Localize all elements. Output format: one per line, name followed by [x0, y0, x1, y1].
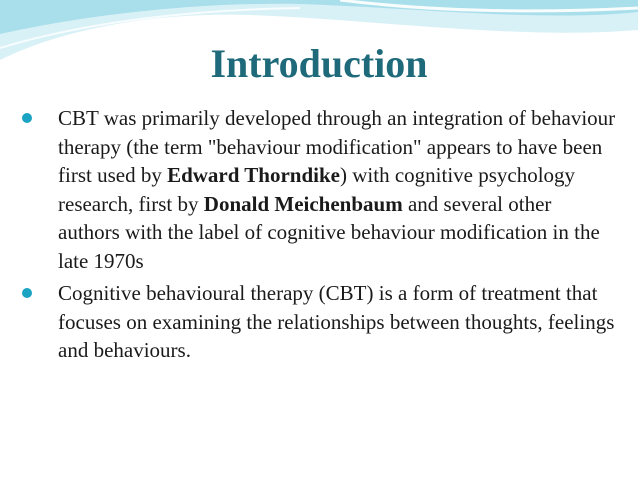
bullet-1-bold-name-1: Edward Thorndike [167, 163, 340, 187]
bullet-dot-icon [22, 288, 32, 298]
bullet-item-1 [18, 104, 618, 275]
bullet-1-text-part1: CBT was primarily developed through an integration of behaviour therapy (the term "behaviour modification" appears to have been first used by [58, 106, 616, 187]
bullet-item-2 [18, 279, 618, 365]
slide-title: Introduction [210, 41, 428, 86]
bullet-dot-icon [22, 113, 32, 123]
bullet-1-text-part2: ) with cognitive psychology research, first by [58, 163, 576, 216]
bullet-1-text-part3: and several other authors with the label of cognitive behaviour modification in the late 1970s [58, 191, 600, 273]
bullet-2-text: Cognitive behavioural therapy (CBT) is a form of treatment that focuses on examining the relationships between thoughts, feelings and behaviours. [58, 281, 615, 362]
bullet-1-bold-name-2: Donald Meichenbaum [203, 191, 403, 216]
bullet-list [18, 104, 618, 369]
